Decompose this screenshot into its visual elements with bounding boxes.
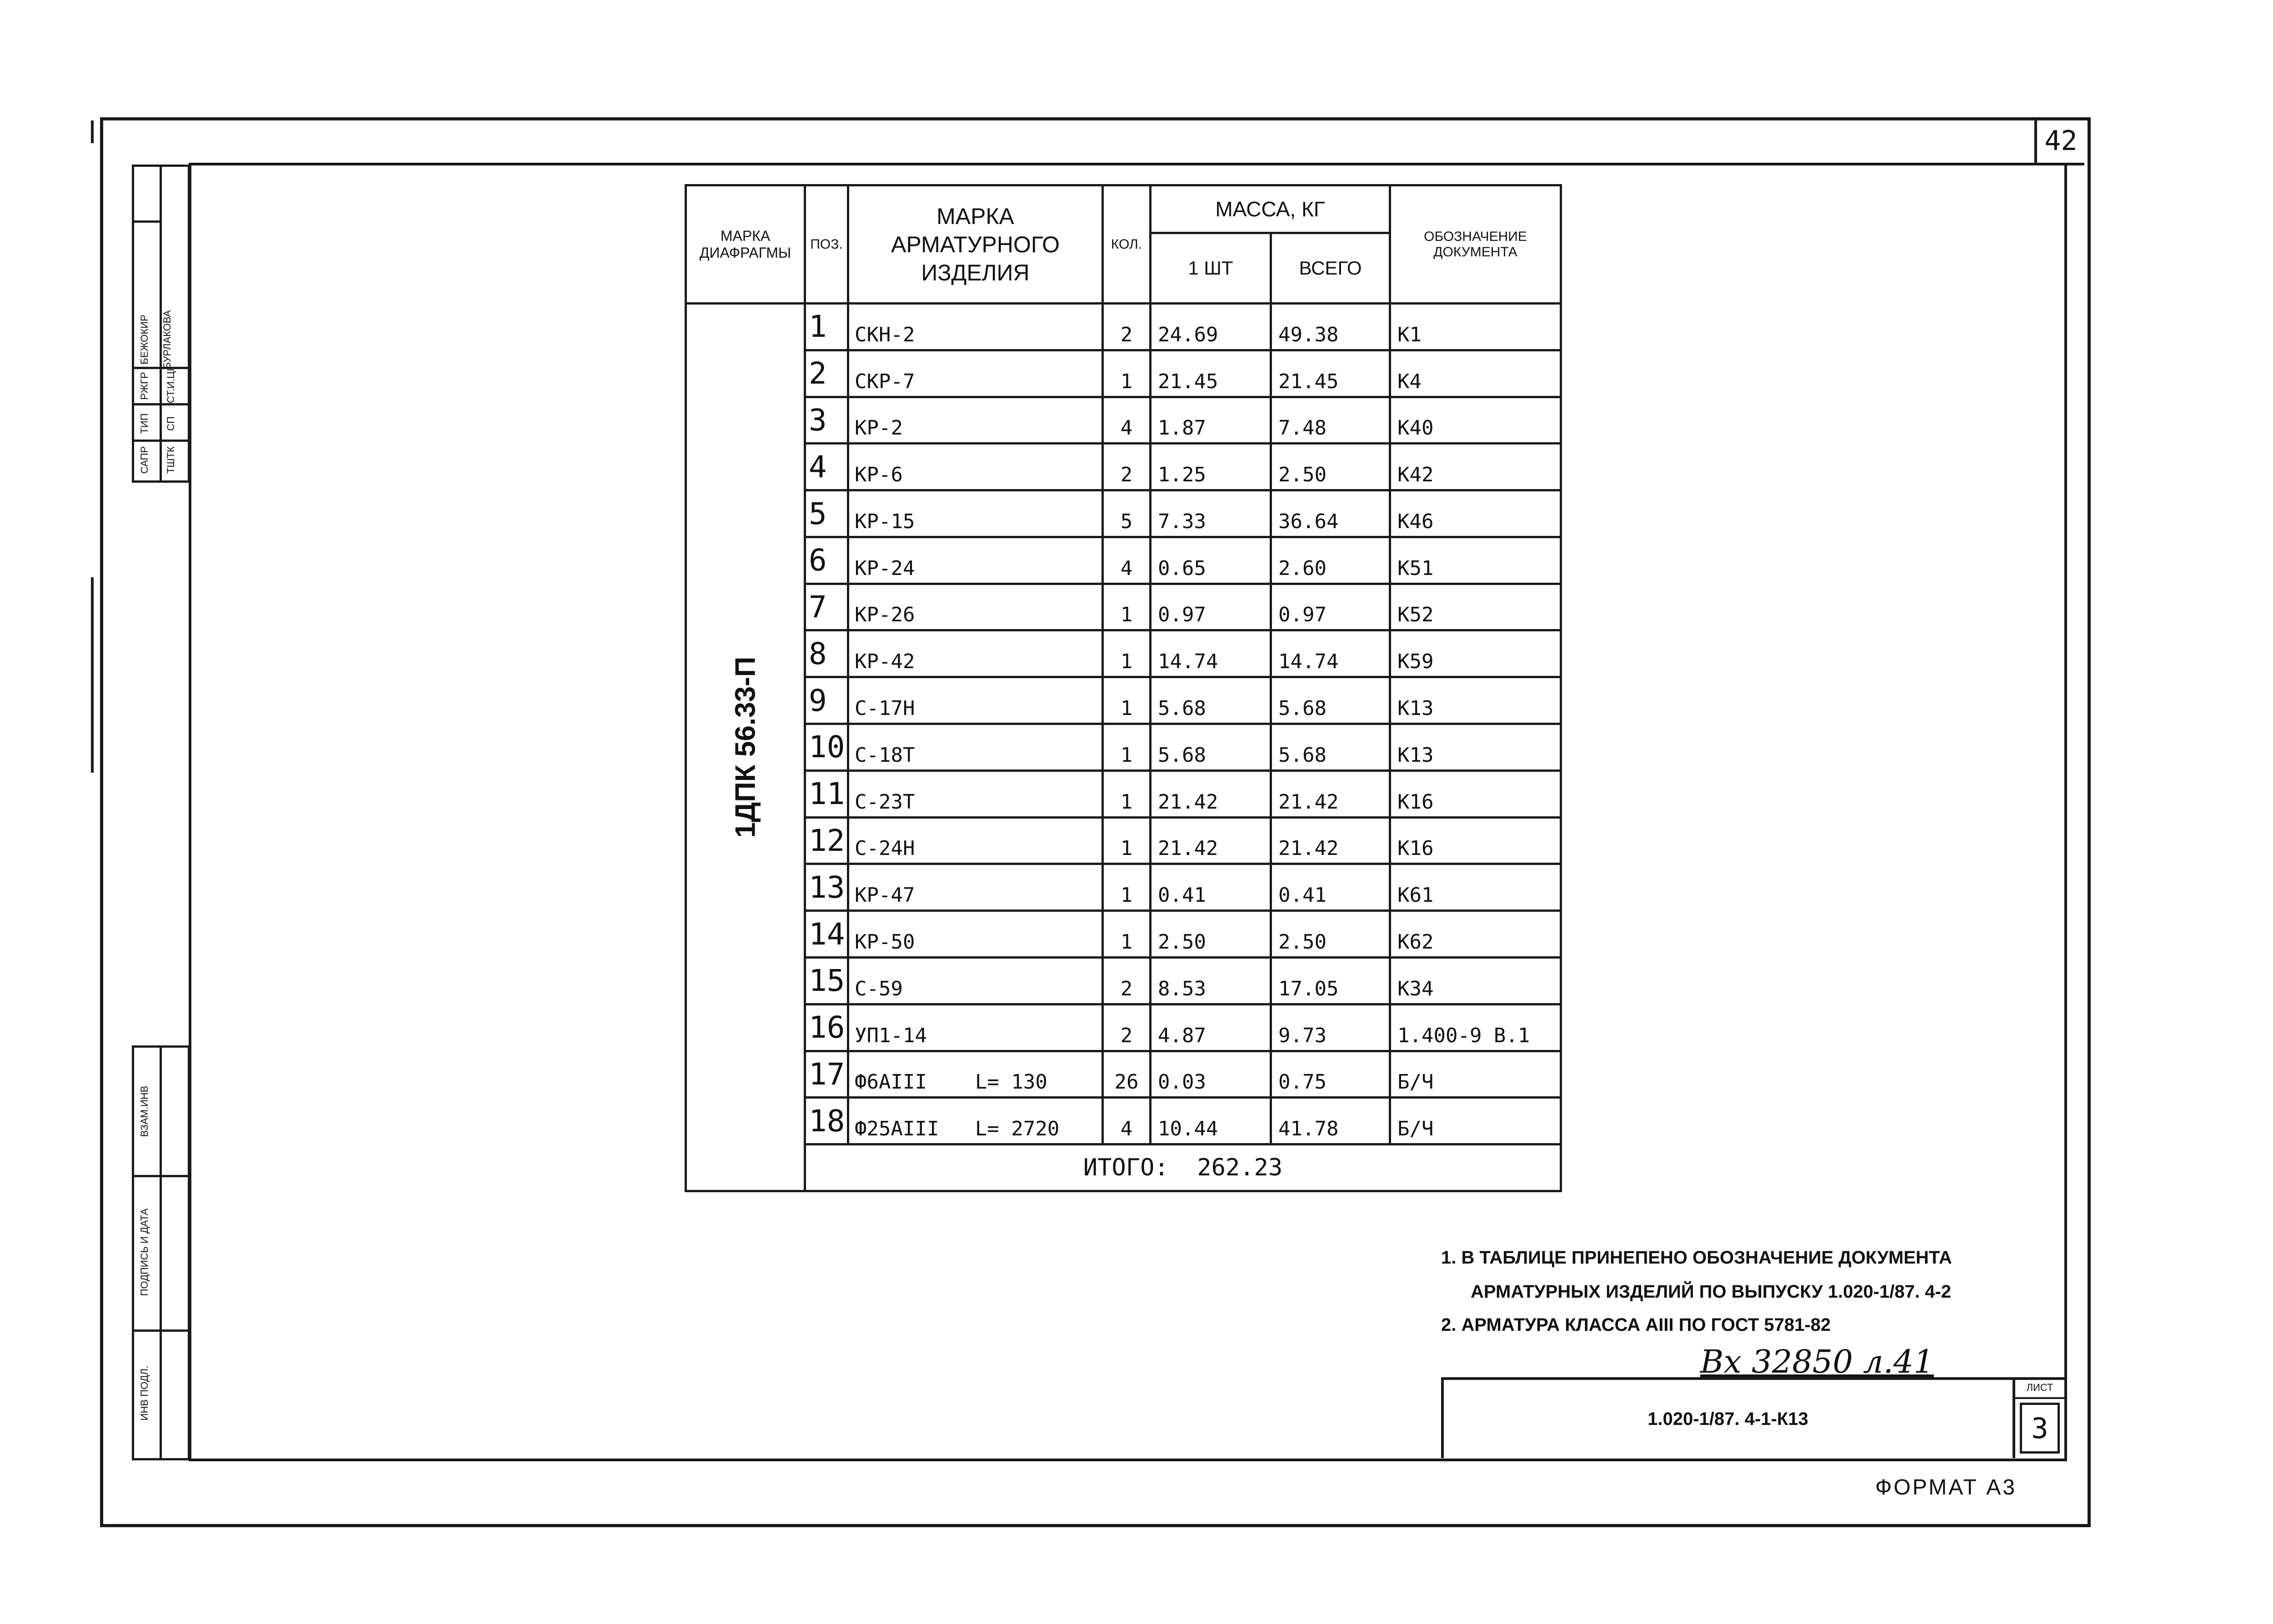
- cell-mass-one: 7.33: [1151, 490, 1271, 537]
- cell-mass-total: 7.48: [1271, 397, 1390, 444]
- strip-label: БУРЛАКОВА: [161, 310, 173, 369]
- strip-divider: [134, 220, 160, 223]
- cell-doc: К1: [1390, 304, 1561, 350]
- title-block: [1441, 1377, 2064, 1458]
- cell-mass-one: 21.42: [1151, 817, 1271, 864]
- cell-qty: 2: [1103, 304, 1151, 350]
- cell-qty: 1: [1103, 864, 1151, 911]
- cell-qty: 1: [1103, 724, 1151, 771]
- total-spacer: [1169, 1154, 1197, 1181]
- cell-doc: К61: [1390, 864, 1561, 911]
- cell-qty: 1: [1103, 584, 1151, 630]
- cell-pos: 2: [805, 350, 848, 397]
- cell-mark: КР-42: [848, 630, 1103, 677]
- cell-mass-total: 5.68: [1271, 677, 1390, 724]
- cell-qty: 26: [1103, 1051, 1151, 1098]
- cell-mass-total: 0.97: [1271, 584, 1390, 630]
- cell-mark: С-18Т: [848, 724, 1103, 771]
- cell-doc: К62: [1390, 911, 1561, 958]
- cell-qty: 4: [1103, 1098, 1151, 1144]
- cell-mark: КР-26: [848, 584, 1103, 630]
- cell-doc: К51: [1390, 537, 1561, 584]
- cell-mark: С-23Т: [848, 770, 1103, 817]
- strip-divider: [134, 1329, 188, 1332]
- cell-pos: 13: [805, 864, 848, 911]
- table-row: [686, 911, 1561, 958]
- cell-doc: 1.400-9 В.1: [1390, 1004, 1561, 1051]
- strip-label: ИНВ ПОДЛ.: [139, 1365, 150, 1421]
- cell-mass-one: 24.69: [1151, 304, 1271, 350]
- cell-mass-total: 21.42: [1271, 817, 1390, 864]
- cell-doc: Б/Ч: [1390, 1098, 1561, 1144]
- cell-mark: УП1-14: [848, 1004, 1103, 1051]
- cell-mass-one: 2.50: [1151, 911, 1271, 958]
- cell-doc: К46: [1390, 490, 1561, 537]
- cell-doc: К34: [1390, 957, 1561, 1004]
- header-diaphragm-mark: МАРКА ДИАФРАГМЫ: [686, 185, 805, 304]
- header-qty: КОЛ.: [1103, 185, 1151, 304]
- handwritten-registration: Вх 32850 л.41: [1700, 1343, 1934, 1380]
- cell-mass-one: 0.65: [1151, 537, 1271, 584]
- table-row: [686, 490, 1561, 537]
- total-cell: [805, 1144, 1561, 1191]
- cell-mass-one: 21.42: [1151, 770, 1271, 817]
- cell-pos: 6: [805, 537, 848, 584]
- table-row: [686, 584, 1561, 630]
- table-row: [686, 1051, 1561, 1098]
- cell-mass-one: 5.68: [1151, 724, 1271, 771]
- total-row: [686, 1144, 1561, 1191]
- specification-table: [685, 184, 1560, 1192]
- cell-qty: 1: [1103, 630, 1151, 677]
- header-mass: МАССА, КГ: [1151, 185, 1390, 233]
- diaphragm-cell: [686, 304, 805, 1191]
- strip-label: СП: [165, 416, 176, 431]
- cell-mass-one: 4.87: [1151, 1004, 1271, 1051]
- strip-label: СТ.И.ЦI: [165, 368, 176, 404]
- total-label: ИТОГО:: [1083, 1154, 1169, 1182]
- cell-doc: К4: [1390, 350, 1561, 397]
- cell-doc: Б/Ч: [1390, 1051, 1561, 1098]
- header-mass-one: 1 ШТ: [1151, 233, 1271, 304]
- table-row: [686, 1098, 1561, 1144]
- cell-mass-total: 2.50: [1271, 911, 1390, 958]
- cell-mass-one: 21.45: [1151, 350, 1271, 397]
- header-mass-total: ВСЕГО: [1271, 233, 1390, 304]
- cell-doc: К40: [1390, 397, 1561, 444]
- table-row: [686, 537, 1561, 584]
- cell-qty: 1: [1103, 911, 1151, 958]
- cell-qty: 5: [1103, 490, 1151, 537]
- table-row: [686, 677, 1561, 724]
- approval-strip-top: [132, 165, 190, 483]
- cell-mass-total: 21.42: [1271, 770, 1390, 817]
- cell-pos: 11: [805, 770, 848, 817]
- cell-mark: С-59: [848, 957, 1103, 1004]
- header-pos: ПОЗ.: [805, 185, 848, 304]
- cell-pos: 16: [805, 1004, 848, 1051]
- note-2: 2. АРМАТУРА КЛАССА АIII ПО ГОСТ 5781-82: [1441, 1315, 1831, 1335]
- table-row: [686, 350, 1561, 397]
- strip-label: БЕЖОКИР: [139, 315, 150, 365]
- table-row: [686, 817, 1561, 864]
- cell-mark: СКН-2: [848, 304, 1103, 350]
- cell-qty: 1: [1103, 350, 1151, 397]
- cell-mark: Ф25АIII L= 2720: [848, 1098, 1103, 1144]
- cell-mark: КР-47: [848, 864, 1103, 911]
- cell-mass-one: 8.53: [1151, 957, 1271, 1004]
- sheet-label: ЛИСТ: [2015, 1382, 2064, 1399]
- cell-mass-one: 0.97: [1151, 584, 1271, 630]
- cell-mark: СКР-7: [848, 350, 1103, 397]
- table-row: [686, 864, 1561, 911]
- table-row: [686, 444, 1561, 490]
- cell-qty: 4: [1103, 537, 1151, 584]
- note-1: 1. В ТАБЛИЦЕ ПРИНЕПЕНО ОБОЗНАЧЕНИЕ ДОКУМЕНТА: [1441, 1248, 1952, 1268]
- cell-mass-total: 21.45: [1271, 350, 1390, 397]
- cell-doc: К59: [1390, 630, 1561, 677]
- cell-mass-total: 14.74: [1271, 630, 1390, 677]
- cell-pos: 12: [805, 817, 848, 864]
- cell-pos: 3: [805, 397, 848, 444]
- cell-mass-total: 36.64: [1271, 490, 1390, 537]
- cell-pos: 18: [805, 1098, 848, 1144]
- strip-label: ВЗАМ.ИНВ: [139, 1085, 150, 1137]
- cell-doc: К52: [1390, 584, 1561, 630]
- strip-label: ТИП: [139, 413, 150, 434]
- cell-mass-one: 1.25: [1151, 444, 1271, 490]
- cell-mark: КР-50: [848, 911, 1103, 958]
- approval-strip-bottom: [132, 1045, 190, 1460]
- table-row: [686, 397, 1561, 444]
- cell-mass-one: 0.03: [1151, 1051, 1271, 1098]
- cell-mass-total: 5.68: [1271, 724, 1390, 771]
- header-product-mark: МАРКА АРМАТУРНОГО ИЗДЕЛИЯ: [848, 185, 1103, 304]
- cell-mark: КР-15: [848, 490, 1103, 537]
- cell-pos: 1: [805, 304, 848, 350]
- cell-mass-total: 0.75: [1271, 1051, 1390, 1098]
- strip-label: РЖГР: [139, 372, 150, 400]
- cell-pos: 4: [805, 444, 848, 490]
- cell-pos: 7: [805, 584, 848, 630]
- cell-qty: 2: [1103, 1004, 1151, 1051]
- cell-mass-total: 0.41: [1271, 864, 1390, 911]
- cell-pos: 5: [805, 490, 848, 537]
- cell-pos: 17: [805, 1051, 848, 1098]
- cell-mark: С-24Н: [848, 817, 1103, 864]
- table-row: [686, 724, 1561, 771]
- table-body: [686, 304, 1561, 1191]
- table-row: [686, 1004, 1561, 1051]
- frame-divider: [2034, 163, 2084, 165]
- strip-label: ПОДПИСЬ И ДАТА: [139, 1208, 150, 1296]
- cell-mark: КР-6: [848, 444, 1103, 490]
- diaphragm-mark: 1ДПК 56.33-П: [730, 656, 761, 838]
- strip-label: ТШТК: [165, 446, 176, 474]
- format-label: ФОРМАТ А3: [1875, 1475, 2017, 1499]
- cell-qty: 4: [1103, 397, 1151, 444]
- total-value: 262.23: [1197, 1154, 1283, 1182]
- cell-mass-total: 17.05: [1271, 957, 1390, 1004]
- strip-label: САПР: [139, 446, 150, 474]
- cell-pos: 10: [805, 724, 848, 771]
- cell-doc: К13: [1390, 724, 1561, 771]
- strip-divider: [134, 1175, 188, 1177]
- sheet-number: 42: [2034, 119, 2085, 163]
- cell-qty: 1: [1103, 817, 1151, 864]
- cell-mass-total: 2.50: [1271, 444, 1390, 490]
- cell-mark: КР-2: [848, 397, 1103, 444]
- cell-mass-total: 49.38: [1271, 304, 1390, 350]
- cell-qty: 2: [1103, 444, 1151, 490]
- note-1-cont: АРМАТУРНЫХ ИЗДЕЛИЙ ПО ВЫПУСКУ 1.020-1/87. 4-2: [1471, 1282, 1952, 1302]
- cell-doc: К16: [1390, 770, 1561, 817]
- table-row: [686, 770, 1561, 817]
- cell-doc: К16: [1390, 817, 1561, 864]
- cell-pos: 15: [805, 957, 848, 1004]
- cell-mass-total: 41.78: [1271, 1098, 1390, 1144]
- cell-mass-total: 9.73: [1271, 1004, 1390, 1051]
- cell-pos: 8: [805, 630, 848, 677]
- scan-mark: [91, 577, 94, 773]
- cell-mass-one: 0.41: [1151, 864, 1271, 911]
- cell-mass-one: 14.74: [1151, 630, 1271, 677]
- cell-pos: 9: [805, 677, 848, 724]
- document-code: 1.020-1/87. 4-1-К13: [1647, 1409, 1808, 1429]
- cell-doc: К13: [1390, 677, 1561, 724]
- cell-mark: КР-24: [848, 537, 1103, 584]
- table-row: [686, 957, 1561, 1004]
- cell-mark: Ф6АIII L= 130: [848, 1051, 1103, 1098]
- cell-mass-one: 10.44: [1151, 1098, 1271, 1144]
- cell-mass-one: 1.87: [1151, 397, 1271, 444]
- cell-pos: 14: [805, 911, 848, 958]
- table-row: [686, 630, 1561, 677]
- cell-qty: 1: [1103, 770, 1151, 817]
- cell-doc: К42: [1390, 444, 1561, 490]
- cell-mark: С-17Н: [848, 677, 1103, 724]
- cell-mass-one: 5.68: [1151, 677, 1271, 724]
- sheet-value: 3: [2020, 1403, 2060, 1454]
- cell-qty: 2: [1103, 957, 1151, 1004]
- cell-qty: 1: [1103, 677, 1151, 724]
- scan-mark: [91, 120, 94, 143]
- header-doc: ОБОЗНАЧЕНИЕ ДОКУМЕНТА: [1390, 185, 1561, 304]
- strip-divider: [160, 1048, 162, 1458]
- sheet-cell: [2013, 1380, 2064, 1458]
- cell-mass-total: 2.60: [1271, 537, 1390, 584]
